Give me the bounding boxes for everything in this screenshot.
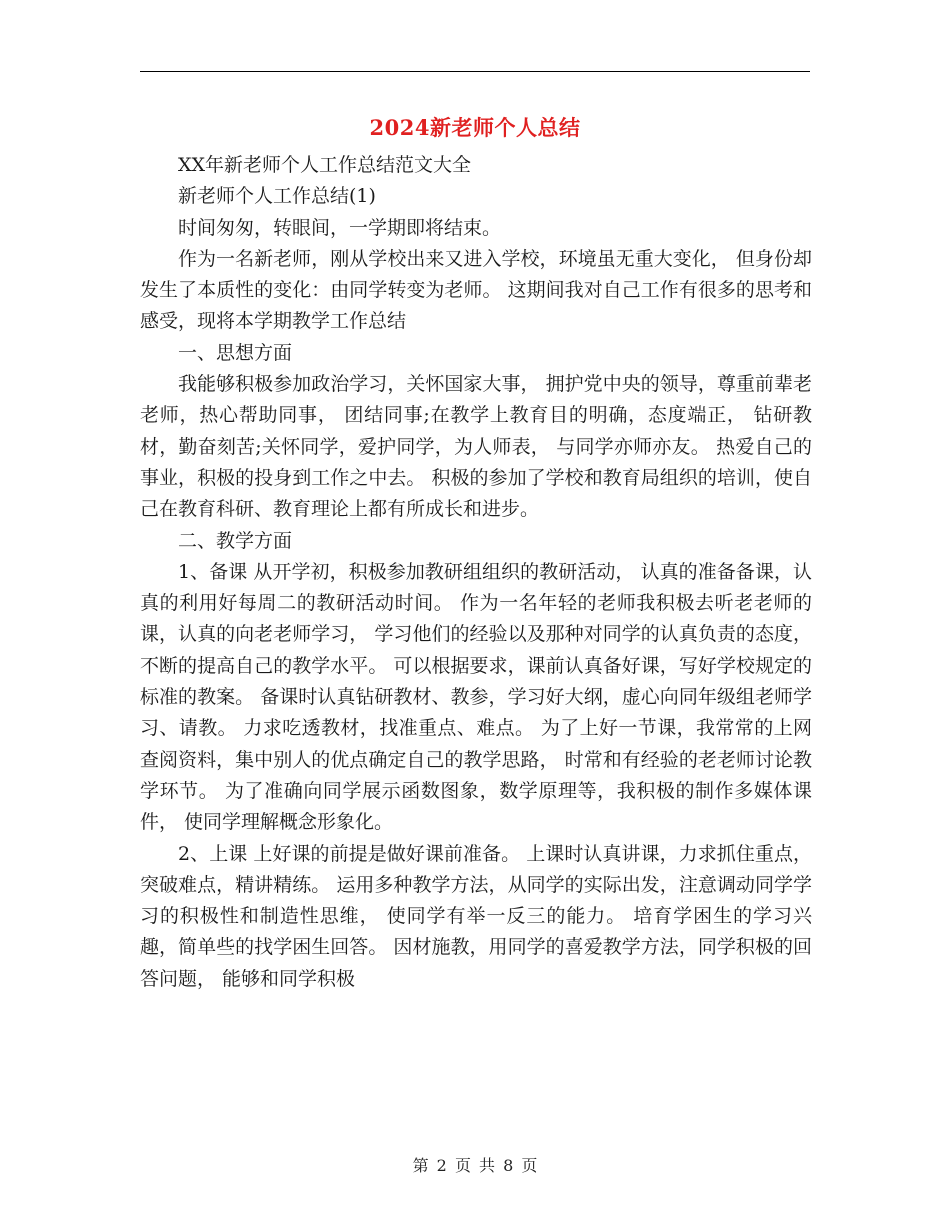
paragraph: 作为一名新老师，刚从学校出来又进入学校，环境虽无重大变化， 但身份却发生了本质性的变化：由同学转变为老师。 这期间我对自己工作有很多的思考和感受，现将本学期教学工作总结 — [140, 247, 812, 333]
paragraph: 1、备课 从开学初，积极参加教研组组织的教研活动， 认真的准备备课，认真的利用好每周二的教研活动时间。 作为一名年轻的老师我积极去听老老师的课，认真的向老老师学习， 学习他们的经验以及那种对同学的认真负责的态度， 不断的提高自己的教学水平。 可以根据要求，课前认真备好课，写好学校规定的标准的教案。 备课时认真钻研教材、教参，学习好大纲，虚心向同年级组老师学习、请教。 力求吃透教材，找准重点、难点。 为了上好一节课，我常常的上网查阅资料，集中别人的优点确定自己的教学思路， 时常和有经验的老老师讨论教学环节。 为了准确向同学展示函数图象，数学原理等，我积极的制作多媒体课件， 使同学理解概念形象化。 — [140, 560, 812, 834]
header-rule — [140, 71, 810, 72]
paragraph-subtitle: XX年新老师个人工作总结范文大全 — [178, 154, 472, 176]
paragraph: 时间匆匆，转眼间，一学期即将结束。 — [178, 216, 502, 239]
paragraph: 我能够积极参加政治学习，关怀国家大事， 拥护党中央的领导，尊重前辈老老师，热心帮助同事， 团结同事;在教学上教育目的明确，态度端正， 钻研教材，勤奋刻苦;关怀同学，爱护同学，为人师表， 与同学亦师亦友。 热爱自己的事业，积极的投身到工作之中去。 积极的参加了学校和教育局组织的培训，使自己在教育科研、教育理论上都有所成长和进步。 — [140, 373, 812, 521]
document-title: 2024新老师个人总结 — [369, 115, 581, 140]
document-body — [140, 150, 812, 995]
paragraph-heading-teaching: 二、教学方面 — [178, 529, 293, 552]
paragraph-section-heading: 新老师个人工作总结(1) — [178, 185, 376, 208]
paragraph-heading-thought: 一、思想方面 — [178, 341, 293, 364]
paragraph: 2、上课 上好课的前提是做好课前准备。 上课时认真讲课，力求抓住重点，突破难点，精讲精练。 运用多种教学方法，从同学的实际出发，注意调动同学学习的积极性和制造性思维， 使同学有举一反三的能力。 培育学困生的学习兴趣，简单些的找学困生回答。 因材施教，用同学的喜爱教学方法，同学积极的回答问题， 能够和同学积极 — [140, 842, 812, 990]
page-number: 第 2 页 共 8 页 — [412, 1156, 538, 1175]
